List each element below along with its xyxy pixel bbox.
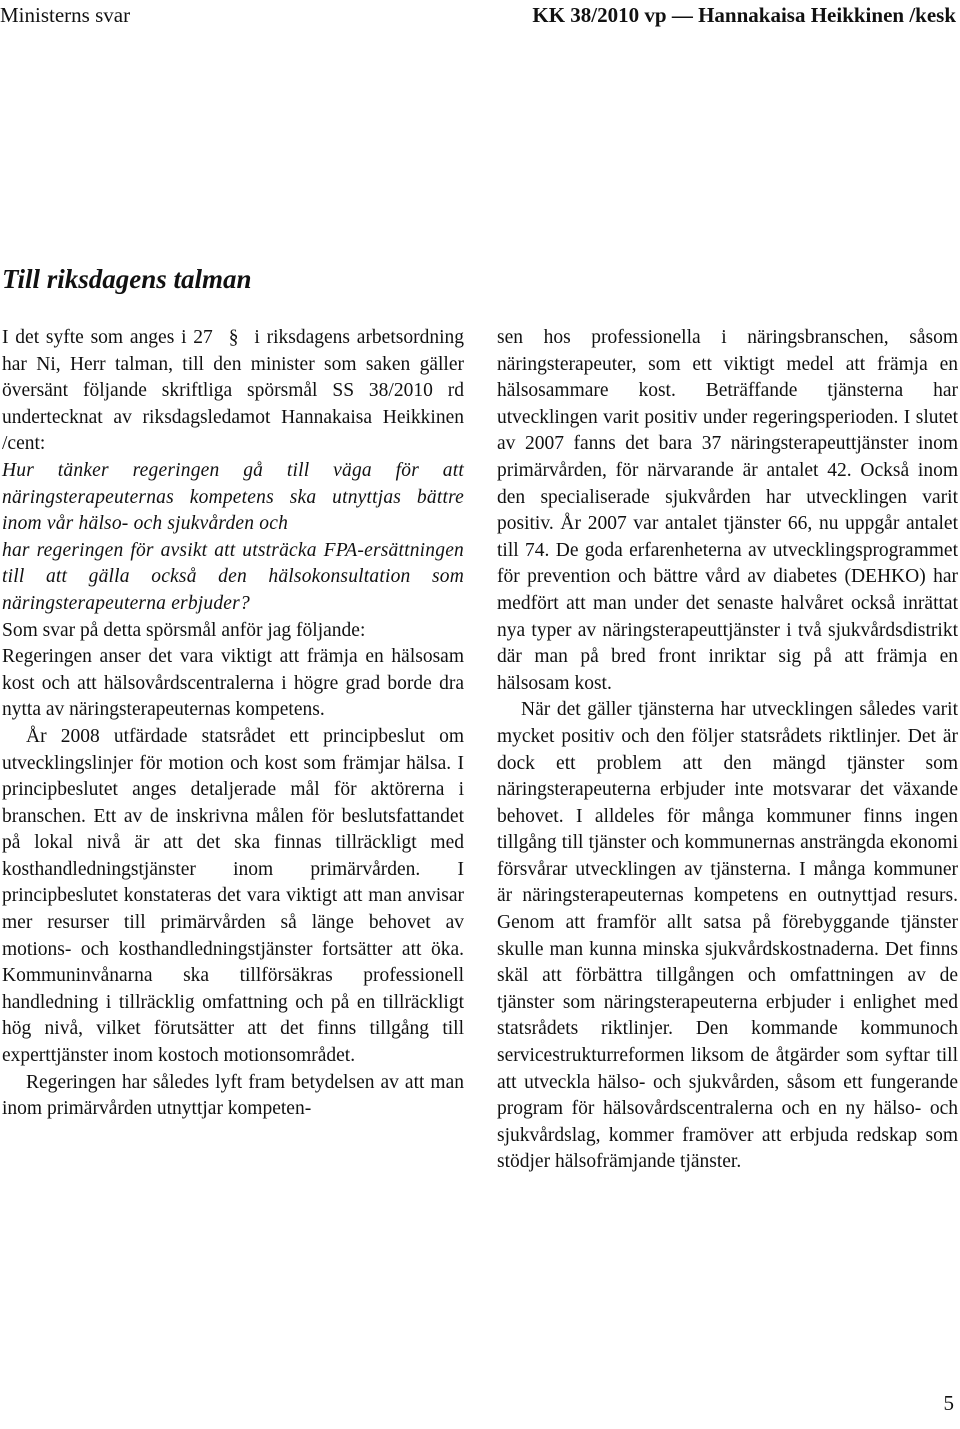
intro-text-end: i riksdagens arbetsordning har Ni, Herr talman, till den minister som saken gäller översänt följande skriftliga spörsmål SS 38/2010 rd undertecknat av riksdagsledamot Hannakaisa Heikkinen /cent: [2,327,465,455]
question-1: Hur tänker regeringen gå till väga för att näringsterapeuternas kompetens ska utnyttjas bättre inom vår hälso- och sjukvården och [2,459,464,535]
question-2: har regeringen för avsikt att utsträcka FPA-ersättningen till att gälla också den hälsokonsultation som näringsterapeuterna erbjuder? [2,539,464,614]
running-header-right: KK 38/2010 vp — Hannakaisa Heikkinen /kesk [532,3,956,27]
answer-paragraph-4: sen hos professionella i näringsbranschen, såsom näringsterapeuter, som ett viktigt medel att främja en hälsosammare kost. Beträffande tjänsterna har utvecklingen varit positiv under regeringsperioden. I slutet av 2007 fanns det bara 37 näringsterapeuttjänster inom primärvården, för närvarande är antalet 42. Också inom den specialiserade sjukvården har utvecklingen varit positiv. År 2007 var antalet tjänster 66, nu uppgår antalet till 74. De goda erfarenheterna av utvecklingsprogrammet för prevention och bättre vård av diabetes (DEHKO) har medfört att man under det senaste halvåret också inrättat nya typer av näringsterapeuttjänster i två sjukvårdsdistrikt där man på bred front inriktar sig på att främja en hälsosam kost. [497,327,958,694]
answer-paragraph-3: Regeringen har således lyft fram betydelsen av att man inom primärvården utnyttjar kompeten- [2,1071,464,1120]
document-title: Till riksdagens talman [2,264,252,294]
section-symbol: § [228,327,239,348]
right-column [497,325,958,1176]
answer-paragraph-1: Regeringen anser det vara viktigt att främja en hälsosam kost och att hälsovårdscentralerna i högre grad borde dra nytta av näringsterapeuternas kompetens. [2,646,464,721]
answer-intro: Som svar på detta spörsmål anför jag följande: [2,619,366,641]
intro-text-start: I det syfte som anges i 27 [2,327,213,348]
intro-paragraph [2,325,464,458]
answer-paragraph-5: När det gäller tjänsterna har utvecklingen således varit mycket positiv och den följer statsrådets riktlinjer. Det är dock ett problem att den mängd tjänster som näringsterapeuterna erbjuder inte motsvarar det växande behovet. I alldeles för många kommuner finns ingen tillgång till tjänster och kommunernas ansträngda ekonomi försvårar utvecklingen av tjänsterna. I många kommuner är näringsterapeuternas kompetens en outnyttjad resurs. Genom att framför allt satsa på förebyggande tjänster skulle man kunna minska sjukvårdskostnaderna. Det finns skäl att förbättra tillgången och omfattningen av de tjänster som näringsterapeuterna erbjuder i enlighet med statsrådets riktlinjer. Den kommande kommunoch servicestrukturreformen liksom de åtgärder som syftar till att utveckla hälso- och sjukvården, såsom ett fungerande program för hälsovårdscentralerna och en ny hälso- och sjukvårdslag, kommer framöver att erbjuda redskap som stödjer hälsofrämjande tjänster. [497,699,958,1173]
page-number: 5 [943,1391,954,1415]
left-column [2,325,464,1123]
answer-paragraph-2: År 2008 utfärdade statsrådet ett principbeslut om utvecklingslinjer för motion och kost som främjar hälsa. I principbeslutet anges detaljerade mål för aktörerna i branschen. Ett av de inskrivna målen för beslutsfattandet på lokal nivå är att det ska finnas tillräckligt med kosthandledningstjänster inom primärvården. I principbeslutet konstateras det vara viktigt att man anvisar mer resurser till primärvården så länge behovet av motions- och kosthandledningstjänster fortsätter att öka. Kommuninvånarna ska tillförsäkras professionell handledning i tillräcklig omfattning och på en tillräckligt hög nivå, vilket förutsätter att det finns tillgång till experttjänster inom kostoch motionsområdet. [2,725,464,1067]
running-header-left: Ministerns svar [0,3,131,27]
